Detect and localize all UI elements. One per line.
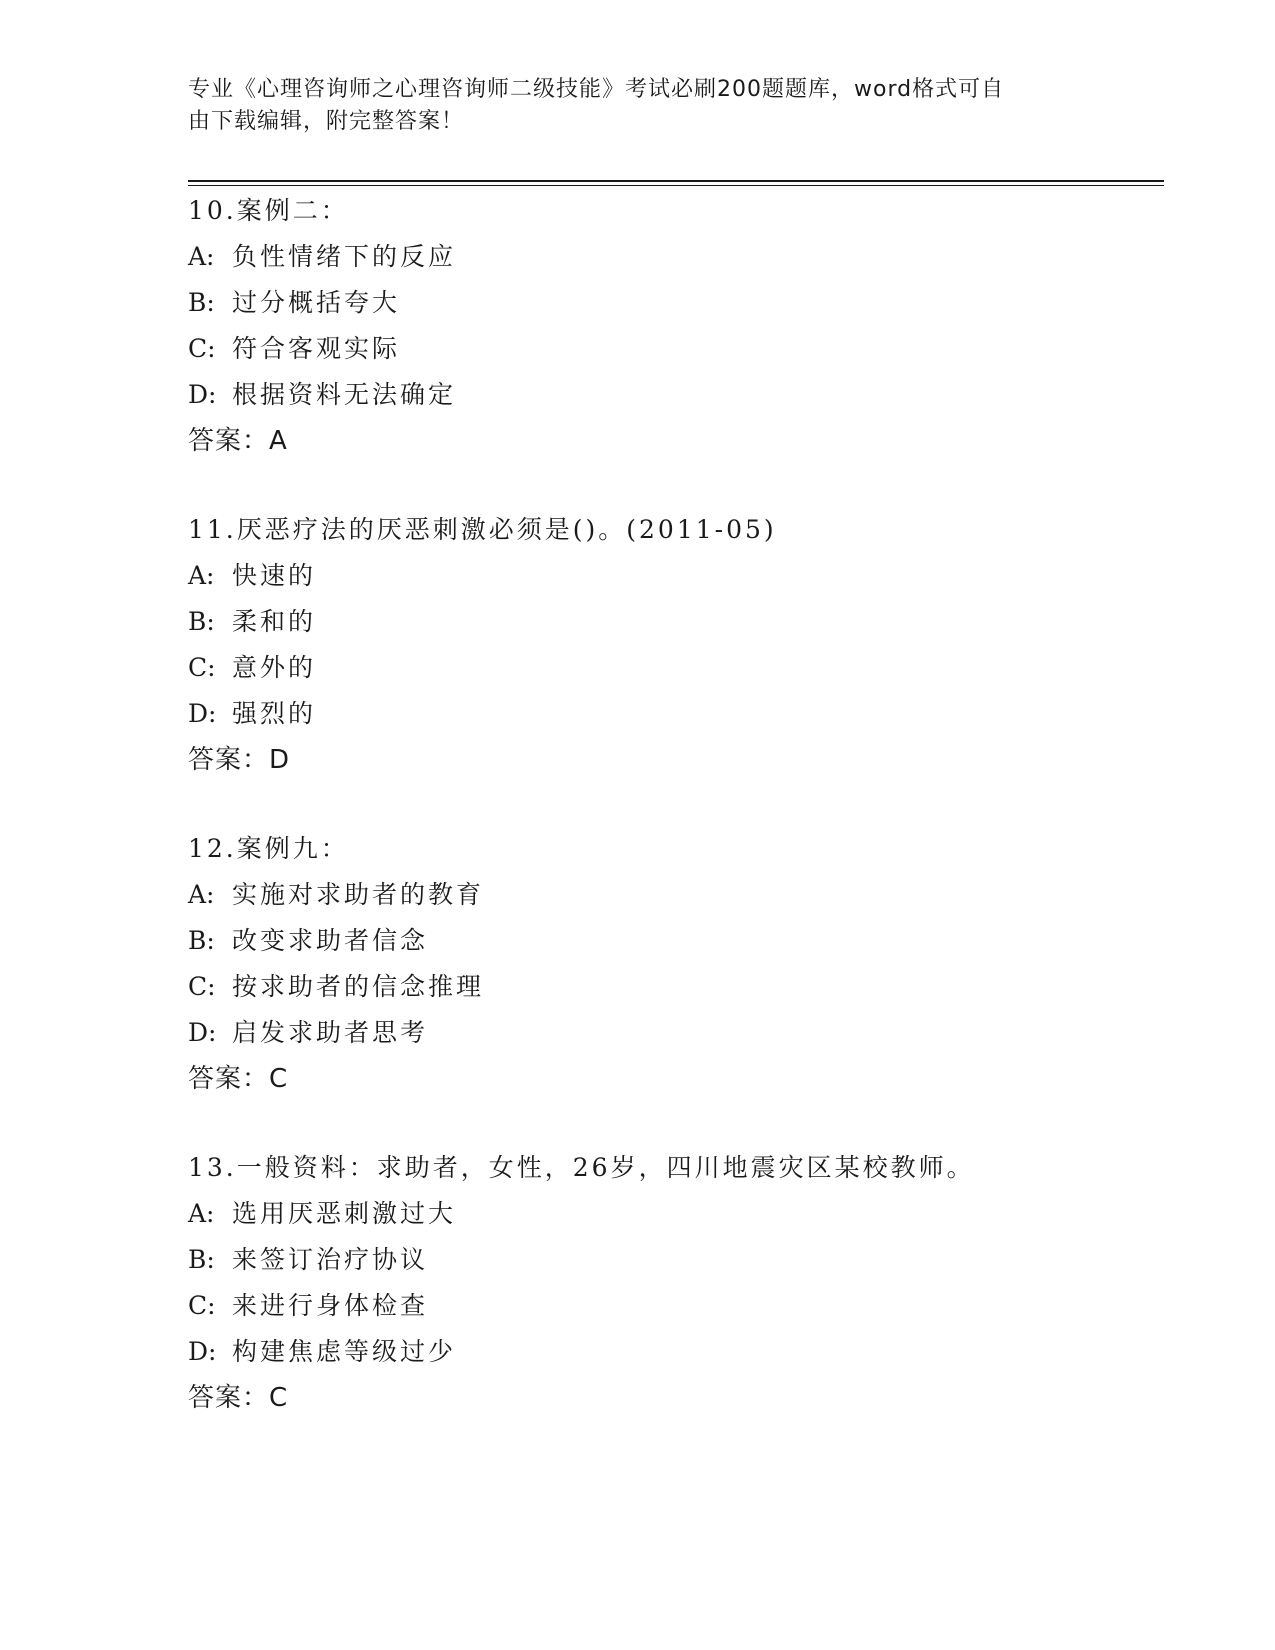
option-text: 构建焦虑等级过少 <box>232 1337 457 1366</box>
option-d <box>188 691 1164 737</box>
option-key: C: <box>188 1291 216 1320</box>
question-stem: 11.厌恶疗法的厌恶刺激必须是()。(2011-05) <box>188 515 777 544</box>
answer-value: A <box>269 426 288 456</box>
option-key: D: <box>188 1337 217 1366</box>
option-c <box>188 326 1164 372</box>
answer-value: D <box>269 745 291 775</box>
option-text: 符合客观实际 <box>232 334 401 363</box>
header-line-2: 由下载编辑，附完整答案！ <box>188 109 465 134</box>
answer-label: 答案： <box>188 745 270 775</box>
question-stem: 13.一般资料：求助者，女性，26岁，四川地震灾区某校教师。 <box>188 1153 975 1182</box>
option-a <box>188 553 1164 599</box>
option-key: B: <box>188 926 215 955</box>
answer-value: C <box>269 1383 289 1413</box>
option-d <box>188 372 1164 418</box>
option-text: 根据资料无法确定 <box>232 380 457 409</box>
option-key: D: <box>188 380 217 409</box>
option-text: 快速的 <box>232 561 317 590</box>
question-stem: 10.案例二： <box>188 196 349 225</box>
question-stem: 12.案例九： <box>188 834 349 863</box>
answer-line <box>188 418 1164 464</box>
option-text: 启发求助者思考 <box>232 1018 429 1047</box>
answer-line <box>188 737 1164 783</box>
question-12 <box>188 826 1164 1102</box>
option-key: B: <box>188 1245 215 1274</box>
option-text: 按求助者的信念推理 <box>232 972 485 1001</box>
option-a <box>188 234 1164 280</box>
option-text: 来进行身体检查 <box>232 1291 429 1320</box>
header-divider-thin <box>188 185 1164 186</box>
option-key: A: <box>188 242 215 271</box>
option-a <box>188 872 1164 918</box>
option-key: C: <box>188 334 216 363</box>
option-text: 强烈的 <box>232 699 317 728</box>
option-key: C: <box>188 972 216 1001</box>
option-key: B: <box>188 607 215 636</box>
option-key: D: <box>188 699 217 728</box>
option-a <box>188 1191 1164 1237</box>
question-list <box>188 188 1164 1464</box>
option-text: 实施对求助者的教育 <box>232 880 485 909</box>
answer-line <box>188 1375 1164 1421</box>
option-text: 意外的 <box>232 653 317 682</box>
option-text: 负性情绪下的反应 <box>232 242 457 271</box>
answer-label: 答案： <box>188 1064 270 1094</box>
answer-label: 答案： <box>188 1383 270 1413</box>
answer-line <box>188 1056 1164 1102</box>
question-13 <box>188 1145 1164 1421</box>
option-text: 选用厌恶刺激过大 <box>232 1199 457 1228</box>
answer-label: 答案： <box>188 426 270 456</box>
option-c <box>188 645 1164 691</box>
option-key: B: <box>188 288 215 317</box>
header-divider-thick <box>188 180 1164 182</box>
option-b <box>188 280 1164 326</box>
option-key: C: <box>188 653 216 682</box>
option-key: A: <box>188 880 215 909</box>
option-key: A: <box>188 561 215 590</box>
option-b <box>188 1237 1164 1283</box>
option-b <box>188 918 1164 964</box>
option-key: D: <box>188 1018 217 1047</box>
option-text: 过分概括夸大 <box>232 288 401 317</box>
option-c <box>188 1283 1164 1329</box>
option-text: 柔和的 <box>232 607 317 636</box>
option-b <box>188 599 1164 645</box>
answer-value: C <box>269 1064 289 1094</box>
document-header <box>188 74 1068 138</box>
option-d <box>188 1010 1164 1056</box>
option-text: 改变求助者信念 <box>232 926 429 955</box>
question-10 <box>188 188 1164 464</box>
question-11 <box>188 507 1164 783</box>
option-text: 来签订治疗协议 <box>232 1245 429 1274</box>
header-line-1: 专业《心理咨询师之心理咨询师二级技能》考试必刷200题题库，word格式可自 <box>188 77 1005 102</box>
option-d <box>188 1329 1164 1375</box>
option-key: A: <box>188 1199 215 1228</box>
option-c <box>188 964 1164 1010</box>
